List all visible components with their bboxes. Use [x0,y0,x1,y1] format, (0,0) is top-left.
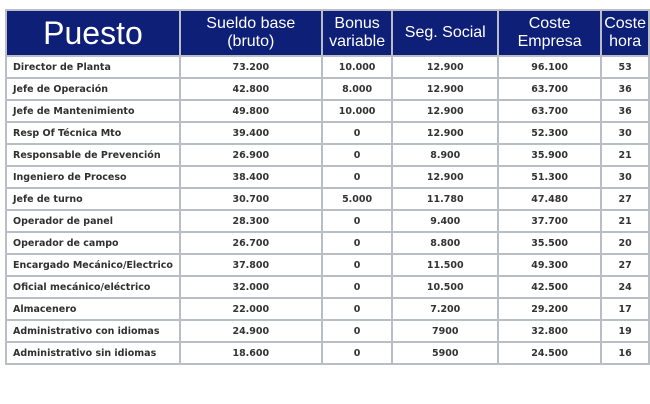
cell-bonus-variable: 0 [323,255,392,275]
header-coste-hora-text: Coste [604,15,646,32]
cell-coste-empresa: 63.700 [499,79,600,99]
table-row [7,299,648,319]
salary-table [5,9,650,365]
cell-coste-hora: 36 [602,101,648,121]
cell-seg-social: 12.900 [393,79,497,99]
header-sueldo-base-text: (bruto) [227,33,275,50]
cell-bonus-variable: 0 [323,145,392,165]
cell-seg-social: 12.900 [393,123,497,143]
cell-seg-social: 11.780 [393,189,497,209]
cell-sueldo-base: 32.000 [181,277,321,297]
cell-coste-empresa: 63.700 [499,101,600,121]
cell-sueldo-base: 42.800 [181,79,321,99]
cell-puesto: Jefe de Operación [7,79,179,99]
cell-seg-social: 5900 [393,343,497,363]
cell-puesto: Administrativo sin idiomas [7,343,179,363]
cell-puesto: Administrativo con idiomas [7,321,179,341]
cell-sueldo-base: 73.200 [181,57,321,77]
cell-sueldo-base: 30.700 [181,189,321,209]
cell-puesto: Responsable de Prevención [7,145,179,165]
cell-sueldo-base: 37.800 [181,255,321,275]
header-coste-empresa [499,11,600,55]
salary-table-container [5,9,650,365]
header-bonus-variable [323,11,392,55]
cell-coste-hora: 24 [602,277,648,297]
table-row [7,145,648,165]
cell-seg-social: 12.900 [393,57,497,77]
cell-coste-hora: 36 [602,79,648,99]
header-bonus-variable-text: variable [329,33,386,50]
cell-puesto: Operador de panel [7,211,179,231]
cell-coste-empresa: 32.800 [499,321,600,341]
cell-coste-empresa: 24.500 [499,343,600,363]
cell-coste-hora: 21 [602,145,648,165]
table-row [7,101,648,121]
cell-puesto: Ingeniero de Proceso [7,167,179,187]
header-sueldo-base-text: Sueldo base [206,15,296,32]
cell-seg-social: 12.900 [393,167,497,187]
table-row [7,167,648,187]
cell-seg-social: 11.500 [393,255,497,275]
cell-coste-empresa: 29.200 [499,299,600,319]
cell-bonus-variable: 10.000 [323,57,392,77]
cell-coste-empresa: 35.500 [499,233,600,253]
cell-seg-social: 8.800 [393,233,497,253]
table-row [7,321,648,341]
cell-bonus-variable: 10.000 [323,101,392,121]
table-row [7,343,648,363]
cell-puesto: Operador de campo [7,233,179,253]
cell-coste-empresa: 35.900 [499,145,600,165]
cell-bonus-variable: 0 [323,343,392,363]
cell-coste-empresa: 49.300 [499,255,600,275]
table-row [7,189,648,209]
cell-coste-empresa: 37.700 [499,211,600,231]
cell-coste-hora: 27 [602,189,648,209]
cell-puesto: Jefe de Mantenimiento [7,101,179,121]
cell-bonus-variable: 8.000 [323,79,392,99]
table-row [7,123,648,143]
cell-sueldo-base: 28.300 [181,211,321,231]
table-row [7,57,648,77]
cell-bonus-variable: 0 [323,277,392,297]
cell-sueldo-base: 22.000 [181,299,321,319]
cell-coste-hora: 19 [602,321,648,341]
table-row [7,233,648,253]
header-coste-hora-text: hora [609,33,642,50]
cell-sueldo-base: 38.400 [181,167,321,187]
cell-seg-social: 7.200 [393,299,497,319]
cell-puesto: Jefe de turno [7,189,179,209]
cell-bonus-variable: 0 [323,233,392,253]
cell-sueldo-base: 39.400 [181,123,321,143]
header-coste-empresa-text: Empresa [517,33,582,50]
cell-coste-empresa: 42.500 [499,277,600,297]
cell-seg-social: 10.500 [393,277,497,297]
cell-bonus-variable: 0 [323,211,392,231]
cell-coste-empresa: 52.300 [499,123,600,143]
cell-seg-social: 9.400 [393,211,497,231]
cell-coste-empresa: 47.480 [499,189,600,209]
cell-puesto: Encargado Mecánico/Electrico [7,255,179,275]
header-seg-social-text: Seg. Social [404,24,486,41]
cell-coste-empresa: 51.300 [499,167,600,187]
table-row [7,211,648,231]
cell-coste-hora: 53 [602,57,648,77]
header-puesto-text: Puesto [43,15,143,51]
cell-coste-hora: 21 [602,211,648,231]
cell-bonus-variable: 0 [323,123,392,143]
cell-seg-social: 12.900 [393,101,497,121]
cell-coste-hora: 30 [602,167,648,187]
cell-coste-hora: 20 [602,233,648,253]
cell-coste-empresa: 96.100 [499,57,600,77]
cell-bonus-variable: 0 [323,299,392,319]
cell-seg-social: 7900 [393,321,497,341]
header-coste-hora [602,11,648,55]
cell-bonus-variable: 0 [323,321,392,341]
table-body [7,57,648,363]
header-sueldo-base [181,11,321,55]
table-row [7,255,648,275]
table-row [7,79,648,99]
cell-bonus-variable: 5.000 [323,189,392,209]
cell-puesto: Oficial mecánico/eléctrico [7,277,179,297]
cell-puesto: Almacenero [7,299,179,319]
cell-seg-social: 8.900 [393,145,497,165]
header-puesto [7,11,179,55]
cell-sueldo-base: 18.600 [181,343,321,363]
header-bonus-variable-text: Bonus [334,15,380,32]
cell-puesto: Director de Planta [7,57,179,77]
cell-coste-hora: 16 [602,343,648,363]
cell-coste-hora: 27 [602,255,648,275]
header-row [7,11,648,55]
cell-sueldo-base: 26.900 [181,145,321,165]
cell-bonus-variable: 0 [323,167,392,187]
cell-coste-hora: 17 [602,299,648,319]
cell-sueldo-base: 24.900 [181,321,321,341]
cell-puesto: Resp Of Técnica Mto [7,123,179,143]
cell-sueldo-base: 49.800 [181,101,321,121]
header-seg-social [393,11,497,55]
cell-coste-hora: 30 [602,123,648,143]
header-coste-empresa-text: Coste [528,15,571,32]
cell-sueldo-base: 26.700 [181,233,321,253]
table-row [7,277,648,297]
